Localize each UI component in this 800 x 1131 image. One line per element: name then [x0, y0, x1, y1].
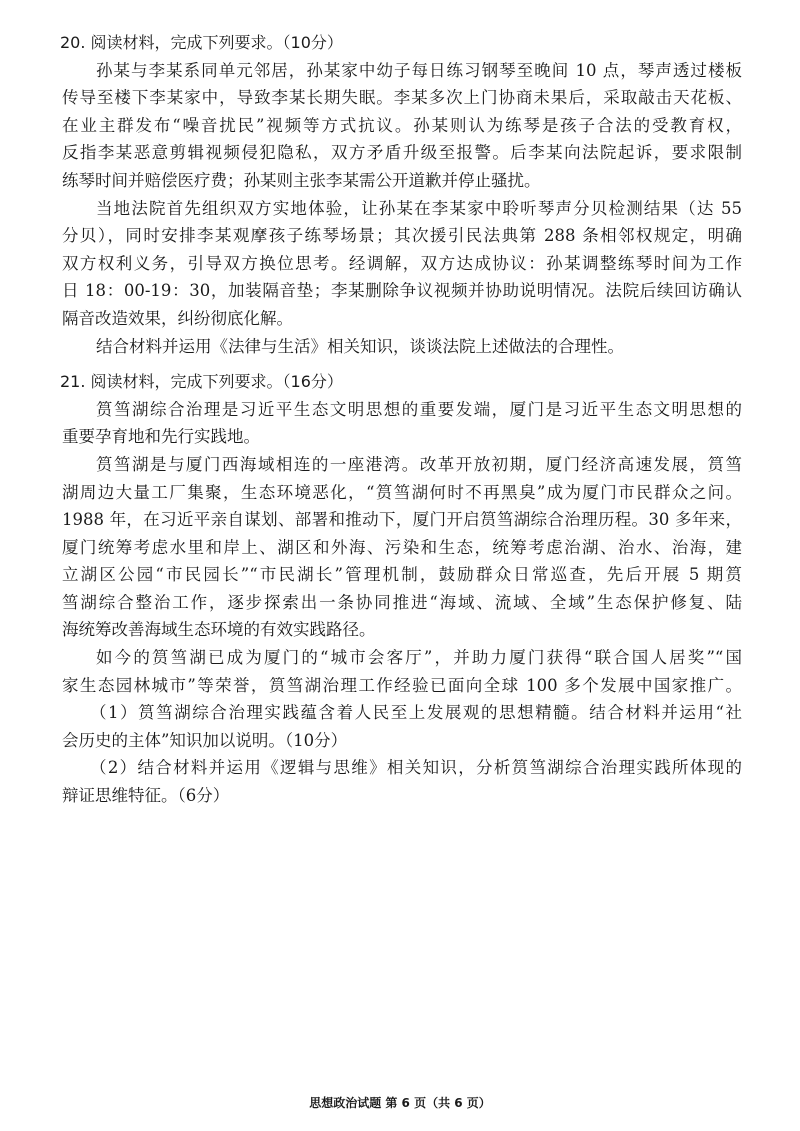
text-line: 湖周边大量工厂集聚，生态环境恶化，“筼筜湖何时不再黑臭”成为厦门市民群众之问。: [62, 482, 742, 502]
question-21-title: 21. 阅读材料，完成下列要求。（16分）: [60, 372, 343, 392]
text-line: 在业主群发布“噪音扰民”视频等方式抗议。孙某则认为练琴是孩子合法的受教育权，: [62, 115, 742, 135]
text-line: 反指李某恶意剪辑视频侵犯隐私，双方矛盾升级至报警。后李某向法院起诉，要求限制: [62, 143, 742, 163]
q20-material-paragraph-2: [62, 195, 742, 333]
exam-page: [62, 29, 742, 810]
q21-material-paragraph-3: [62, 644, 742, 699]
text-line: 当地法院首先组织双方实地体验，让孙某在李某家中聆听琴声分贝检测结果（达 55: [96, 198, 742, 218]
text-line: 重要孕育地和先行实践地。: [62, 427, 260, 447]
text-line: 筼筜湖综合治理是习近平生态文明思想的重要发端，厦门是习近平生态文明思想的: [96, 399, 742, 419]
text-line: 双方权利义务，引导双方换位思考。经调解，双方达成协议：孙某调整练琴时间为工作: [62, 253, 742, 273]
q21-subquestion-2: [62, 754, 742, 809]
text-line: 传导至楼下李某家中，导致李某长期失眠。李某多次上门协商未果后，采取敲击天花板、: [62, 88, 742, 108]
text-line: 隔音改造效果，纠纷彻底化解。: [62, 308, 293, 328]
text-line: （2）结合材料并运用《逻辑与思维》相关知识，分析筼筜湖综合治理实践所体现的: [90, 758, 742, 778]
q21-material-paragraph-2: [62, 451, 742, 644]
text-line: 日 18：00-19：30，加装隔音垫；李某删除争议视频并协助说明情况。法院后续回访确认: [62, 281, 742, 301]
q21-subquestion-1: [62, 699, 742, 754]
question-20-title: 20. 阅读材料，完成下列要求。（10分）: [60, 33, 343, 52]
text-line: 立湖区公园“市民园长”“市民湖长”管理机制，鼓励群众日常巡查，先后开展 5 期筼: [62, 565, 742, 585]
text-line: 辩证思维特征。（6分）: [62, 786, 230, 806]
q20-question: 结合材料并运用《法律与生活》相关知识，谈谈法院上述做法的合理性。: [96, 336, 624, 356]
text-line: 分贝），同时安排李某观摩孩子练琴场景；其次援引民法典第 288 条相邻权规定，明确: [62, 226, 742, 246]
text-line: 海统筹改善海域生态环境的有效实践路径。: [62, 620, 376, 640]
text-line: 练琴时间并赔偿医疗费；孙某则主张李某需公开道歉并停止骚扰。: [62, 170, 541, 190]
text-line: 1988 年，在习近平亲自谋划、部署和推动下，厦门开启筼筜湖综合治理历程。30 多年来，: [62, 510, 742, 530]
text-line: 厦门统筹考虑水里和岸上、湖区和外海、污染和生态，统筹考虑治湖、治水、治海，建: [62, 537, 742, 557]
text-line: 如今的筼筜湖已成为厦门的“城市会客厅”，并助力厦门获得“联合国人居奖”“国: [96, 648, 742, 668]
text-line: 家生态园林城市”等荣誉，筼筜湖治理工作经验已面向全球 100 多个发展中国家推广。: [62, 675, 742, 695]
text-line: 筜湖综合整治工作，逐步探索出一条协同推进“海域、流域、全域”生态保护修复、陆: [62, 592, 742, 612]
text-line: 孙某与李某系同单元邻居，孙某家中幼子每日练习钢琴至晚间 10 点，琴声透过楼板: [96, 60, 742, 80]
text-line: 会历史的主体”知识加以说明。（10分）: [62, 730, 348, 750]
text-line: （1）筼筜湖综合治理实践蕴含着人民至上发展观的思想精髓。结合材料并运用“社: [90, 703, 742, 723]
q20-material-paragraph-1: [62, 57, 742, 195]
q21-material-paragraph-1: [62, 396, 742, 451]
page-footer: 思想政治试题 第 6 页（共 6 页）: [309, 1096, 491, 1110]
text-line: 筼筜湖是与厦门西海域相连的一座港湾。改革开放初期，厦门经济高速发展，筼筜: [96, 454, 742, 474]
